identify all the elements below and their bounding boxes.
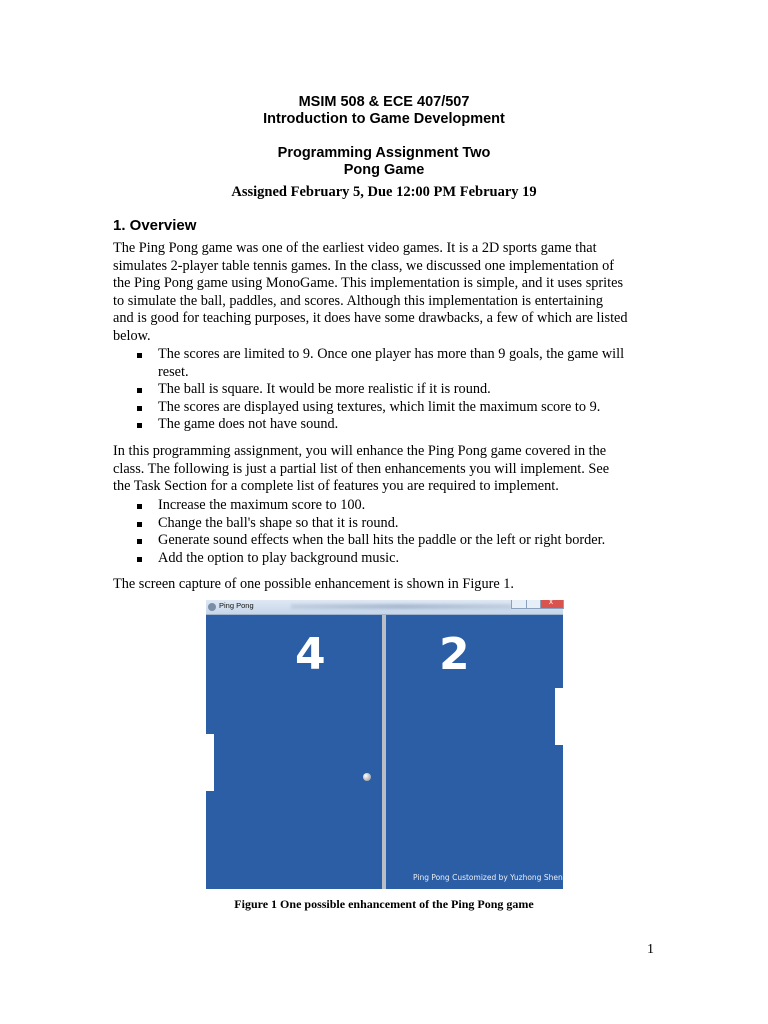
intro-line: and is good for teaching purposes, it does have some drawbacks, a few of which are listed — [113, 310, 628, 327]
bullet-icon — [137, 423, 142, 428]
list-item: Change the ball's shape so that it is round. — [113, 515, 654, 533]
intro-line: the Ping Pong game using MonoGame. This implementation is simple, and it uses sprites — [113, 275, 624, 292]
assignment-subtitle: Pong Game — [343, 162, 425, 178]
assignment-title: Programming Assignment Two — [277, 145, 491, 161]
enhancements-list — [113, 497, 654, 567]
bullet-icon — [137, 539, 142, 544]
minimize-icon — [511, 600, 527, 609]
figure-intro: The screen capture of one possible enhancement is shown in Figure 1. — [113, 576, 514, 592]
game-court — [206, 615, 563, 889]
center-net — [382, 615, 386, 889]
enhance-paragraph — [113, 443, 654, 496]
app-icon — [208, 603, 216, 611]
intro-paragraph — [113, 240, 654, 346]
ball — [363, 773, 371, 781]
bullet-icon — [137, 406, 142, 411]
right-score: 2 — [439, 629, 470, 680]
left-paddle — [206, 734, 214, 791]
bullet-icon — [137, 522, 142, 527]
credit-text: Ping Pong Customized by Yuzhong Shen — [413, 873, 563, 882]
right-paddle — [555, 688, 563, 745]
enhance-line: the Task Section for a complete list of features you are required to implement. — [113, 478, 559, 495]
enhance-line: In this programming assignment, you will enhance the Ping Pong game covered in the — [113, 443, 607, 459]
intro-line: below. — [113, 327, 151, 344]
list-item: The game does not have sound. — [113, 416, 654, 434]
intro-line: simulates 2-player table tennis games. In the class, we discussed one implementation of — [113, 257, 615, 274]
bullet-icon — [137, 388, 142, 393]
maximize-icon — [526, 600, 541, 609]
figure-caption: Figure 1 One possible enhancement of the Ping Pong game — [234, 897, 534, 911]
bullet-icon — [137, 353, 142, 358]
intro-line: The Ping Pong game was one of the earliest video games. It is a 2D sports game that — [113, 240, 597, 256]
assigned-dates: Assigned February 5, Due 12:00 PM February 19 — [231, 184, 537, 200]
list-item: The scores are limited to 9. Once one player has more than 9 goals, the game will reset. — [113, 346, 654, 381]
page-number: 1 — [647, 942, 654, 957]
list-item: Generate sound effects when the ball hits the paddle or the left or right border. — [113, 532, 654, 550]
section-heading: 1. Overview — [113, 217, 197, 234]
enhance-line: class. The following is just a partial list of then enhancements you will implement. See — [113, 460, 610, 477]
list-item: Increase the maximum score to 100. — [113, 497, 654, 515]
pong-screenshot-figure — [206, 600, 563, 889]
window-titlebar — [206, 600, 563, 615]
course-title: Introduction to Game Development — [263, 111, 505, 127]
list-item: The ball is square. It would be more realistic if it is round. — [113, 381, 654, 399]
bullet-icon — [137, 504, 142, 509]
list-item: Add the option to play background music. — [113, 550, 654, 568]
close-icon — [540, 600, 564, 609]
bullet-icon — [137, 557, 142, 562]
window-title: Ping Pong — [219, 601, 254, 610]
list-item: The scores are displayed using textures, which limit the maximum score to 9. — [113, 399, 654, 417]
blurred-title-region — [291, 604, 511, 609]
left-score: 4 — [295, 629, 326, 680]
intro-line: to simulate the ball, paddles, and scores. Although this implementation is entertaining — [113, 292, 603, 309]
drawbacks-list — [113, 346, 654, 434]
course-line: MSIM 508 & ECE 407/507 — [298, 94, 470, 110]
